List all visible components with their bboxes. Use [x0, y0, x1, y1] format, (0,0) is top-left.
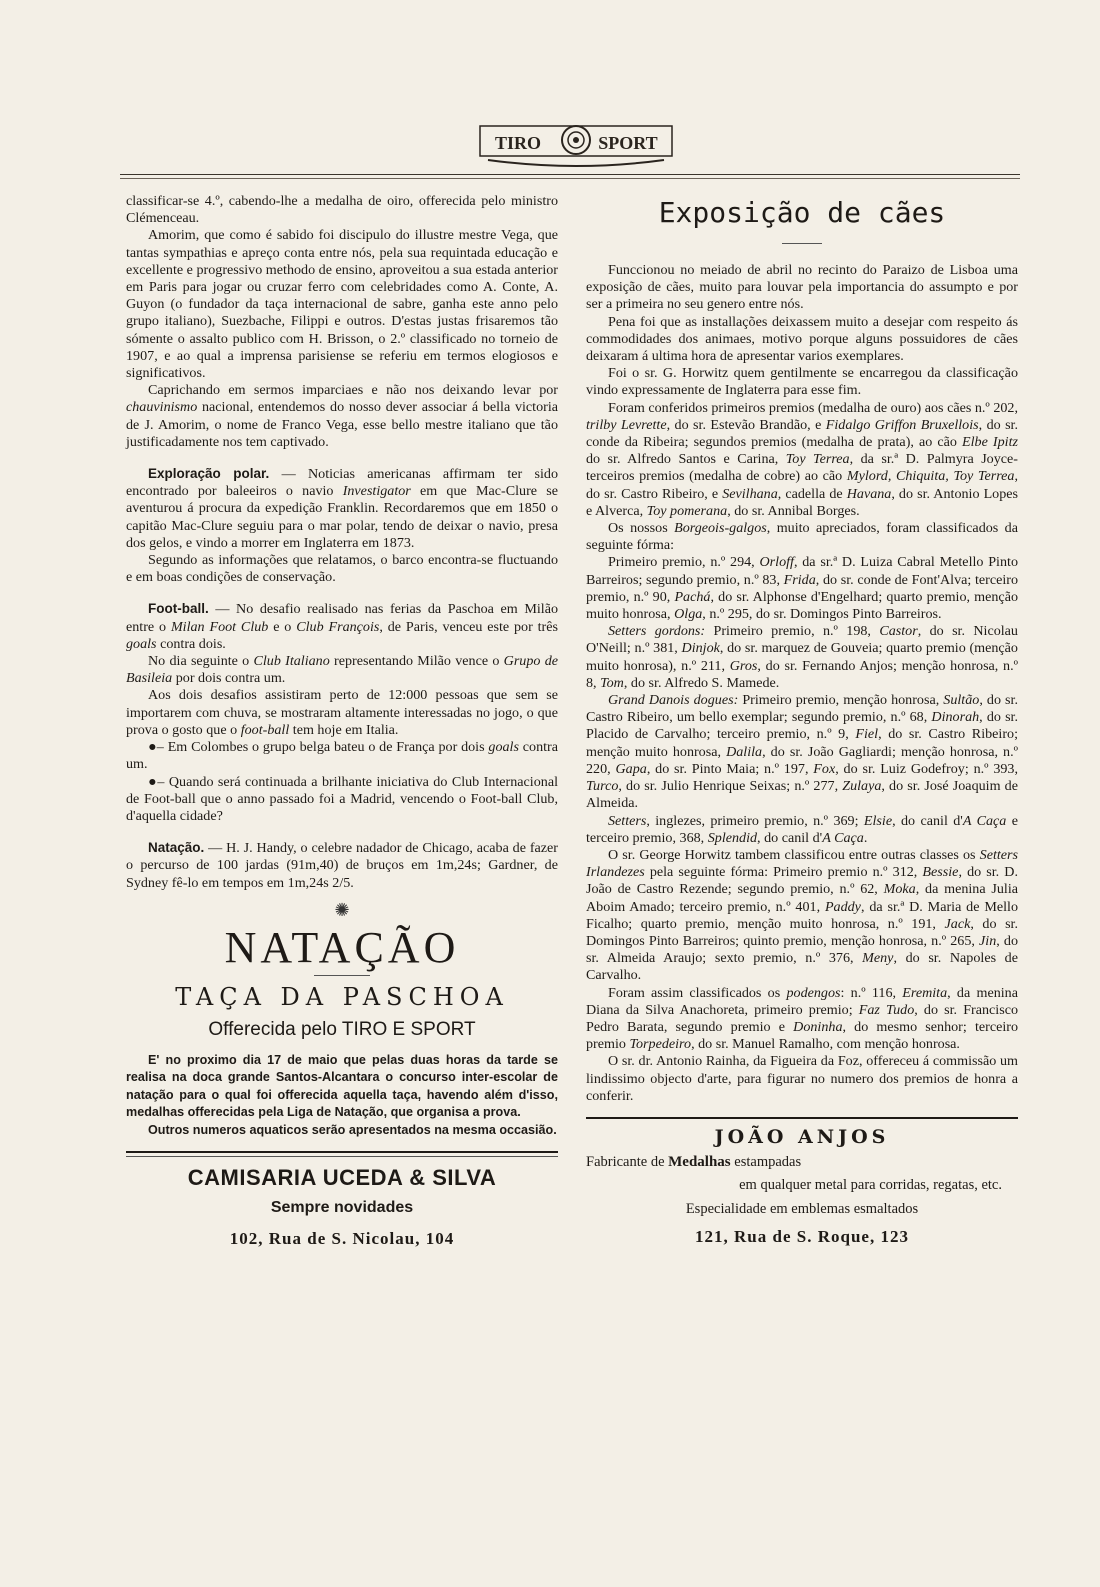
paragraph: Caprichando em sermos imparciaes e não nos deixando levar por chauvinismo nacional, entendemos do nosso dever associar á bella victoria de J. Amorim, o nome de Franco Vega, esse bello mestre italiano que tão justificadamente nos tem captivado.: [126, 382, 558, 450]
ad-rule: [126, 1151, 558, 1153]
left-column: [126, 193, 558, 1247]
ad-rule: [586, 1117, 1018, 1119]
paragraph: Os nossos Borgeois-galgos, muito apreciados, foram classificados da seguinte fórma:: [586, 520, 1018, 554]
paragraph: Setters, inglezes, primeiro premio, n.º 369; Elsie, do canil d'A Caça e terceiro premio, 368, Splendid, do canil d'A Caça.: [586, 812, 1018, 846]
section-heading: Foot-ball.: [148, 601, 209, 617]
paragraph: Grand Danois dogues: Primeiro premio, menção honrosa, Sultão, do sr. Castro Ribeiro, um bello exemplar; segundo premio, n.º 68, Dinorah, do sr. Placido de Carvalho; terceiro premio, n.º 9, Fiel, do sr. Castro Ribeiro; menção muito honrosa, Dalila, do sr. João Gagliardi; menção honrosa, n.º 220, Gapa, do sr. Pinto Maia; n.º 197, Fox, do sr. Luiz Godefroy; n.º 393, Turco, do sr. Julio Henrique Seixas; n.º 277, Zulaya, do sr. José Joaquim de Almeida.: [586, 692, 1018, 812]
paragraph: No dia seguinte o Club Italiano representando Milão vence o Grupo de Basileia por dois contra um.: [126, 653, 558, 687]
paragraph: Aos dois desafios assistiram perto de 12:000 pessoas que sem se importarem com chuva, se mostraram altamente interessadas no jogo, o que prova o gosto que o foot-ball tem hoje em Italia.: [126, 687, 558, 738]
exposicao-title: Exposição de cães: [658, 196, 946, 229]
asterisk-ornament-icon: ✺: [334, 899, 350, 920]
ad-joao-anjos-address: 121, Rua de S. Roque, 123: [695, 1226, 909, 1246]
section-heading: Natação.: [148, 840, 205, 856]
paragraph: Foi o sr. G. Horwitz quem gentilmente se encarregou da classificação vindo expressamente de Inglaterra para esse fim.: [586, 365, 1018, 399]
ad-joao-anjos-name: JOÃO ANJOS: [714, 1125, 890, 1148]
bullet-icon: ●–: [148, 739, 168, 756]
offer-line: Offerecida pelo TIRO E SPORT: [208, 1018, 476, 1040]
announcement-paragraph: Outros numeros aquaticos serão apresentados na mesma occasião.: [148, 1122, 557, 1137]
ad-joao-anjos-line3: Especialidade em emblemas esmaltados: [685, 1200, 919, 1217]
paragraph: ●– Em Colombes o grupo belga bateu o de França por dois goals contra um.: [126, 739, 558, 773]
svg-text:SPORT: SPORT: [598, 133, 658, 153]
section-heading: Exploração polar.: [148, 466, 270, 482]
paragraph: Primeiro premio, n.º 294, Orloff, da sr.ª D. Luiza Cabral Metello Pinto Barreiros; segundo premio, n.º 83, Frida, do sr. conde de Font'Alva; terceiro premio, n.º 90, Pachá, do sr. Alphonse d'Engelhard; quarto premio, menção muito honrosa, Olga, n.º 295, do sr. Domingos Pinto Barreiros.: [586, 554, 1018, 623]
paragraph: Setters gordons: Primeiro premio, n.º 198, Castor, do sr. Nicolau O'Neill; n.º 381, Dinjok, do sr. marquez de Gouveia; quarto premio (menção muito honrosa), n.º 211, Gros, do sr. Fernando Anjos; menção honrosa, n.º 8, Tom, do sr. Alfredo S. Mamede.: [586, 623, 1019, 691]
section-natacao: Natação. — H. J. Handy, o celebre nadador de Chicago, acaba de fazer o percurso de 100 jardas (91m,40) de bruços em 1m,24s; Gardner, de Sydney fê-lo em tempos em 1m,24s 2/5.: [126, 840, 558, 891]
svg-text:TIRO: TIRO: [494, 133, 542, 153]
short-divider: [314, 975, 370, 976]
paragraph: Foram conferidos primeiros premios (medalha de ouro) aos cães n.º 202, trilby Levrette, do sr. Estevão Brandão, e Fidalgo Griffon Bruxellois, do sr. conde da Ribeira; segundos premios (medalha de prata), ao cão Elbe Ipitz do sr. Alfredo Santos e Carina, Toy Terrea, da sr.ª D. Palmyra Joyce-terceiros premios (medalha de cobre) ao cão Mylord, Chiquita, Toy Terrea, do sr. Castro Ribeiro, e Sevilhana, cadella de Havana, do sr. Antonio Lopes e Alverca, Toy pomerana, do sr. Annibal Borges.: [586, 399, 1019, 519]
paragraph: Foram assim classificados os podengos: n.º 116, Eremita, da menina Diana da Silva Anachoreta, primeiro premio; Faz Tudo, do sr. Francisco Pedro Barata, segundo premio e Doninha, do mesmo senhor; terceiro premio Torpedeiro, do sr. Manuel Ramalho, com menção honrosa.: [586, 984, 1018, 1053]
paragraph: Pena foi que as installações deixassem muito a desejar com respeito ás commodidades dos animaes, motivo porque alguns possuidores de cães deixaram á ultima hora de apresentar varios exemplares.: [586, 313, 1018, 365]
paragraph: ●– Quando será continuada a brilhante iniciativa do Club Internacional de Foot-ball que o anno passado foi a Madrid, vencendo o Foot-ball Club, d'aquella cidade?: [126, 773, 558, 824]
ad-camisaria-slogan: Sempre novidades: [270, 1198, 414, 1216]
natacao-title: NATAÇÃO: [224, 922, 460, 972]
ad-camisaria-address: 102, Rua de S. Nicolau, 104: [229, 1228, 455, 1248]
header-rule: [120, 174, 1020, 175]
ad-rule-thin: [126, 1156, 558, 1157]
bullet-icon: ●–: [148, 773, 169, 790]
ad-camisaria-name: CAMISARIA UCEDA & SILVA: [187, 1165, 497, 1191]
masthead-logo: [478, 116, 674, 168]
paragraph: Amorim, que como é sabido foi discipulo do illustre mestre Vega, que tantas sympathias e apreço conta entre nós, pela sua requintada educação e excellente e progressivo methodo de ensino, aproveitou a sua estada anterior em Paris para jogar ou cruzar ferro com celebridades como A. Conte, A. Guyon (o fundador da taça internacional de sabre, ganha este anno pelo grupo italiano), Suezbache, Filippi e outros. D'estas justas frisaremos tão sómente o assalto publico com H. Brisson, o 2.º classificado no torneio de 1907, e ao qual a imprensa parisiense se referiu em termos elogiosos e significativos.: [126, 227, 558, 382]
right-column: [586, 193, 1018, 1245]
paragraph: O sr. George Horwitz tambem classificou entre outras classes os Setters Irlandezes pela seguinte fórma: Primeiro premio n.º 312, Bessie, do sr. D. João de Castro Rezende; segundo premio, n.º 62, Moka, da menina Julia Aboim Amado; terceiro premio, n.º 401, Paddy, da sr.ª D. Maria de Mello Ficalho; quarto premio, menção muito honrosa, n.º 191, Jack, do sr. Domingos Pinto Barreiros; quinto premio, menção honrosa, n.º 265, Jin, do sr. Almeida Araujo; sexto premio, n.º 376, Meny, do sr. Napoles de Carvalho.: [586, 846, 1019, 984]
section-foot-ball: Foot-ball. — No desafio realisado nas ferias da Paschoa em Milão entre o Milan Foot Club e o Club François, de Paris, venceu este por três goals contra dois.: [126, 601, 558, 652]
paragraph: Funccionou no meiado de abril no recinto do Paraizo de Lisboa uma exposição de cães, muito para louvar pela importancia do assumpto e por ser a primeira no seu genero entre nós.: [586, 262, 1018, 313]
paragraph: Segundo as informações que relatamos, o barco encontra-se fluctuando e em boas condições de conservação.: [126, 552, 558, 586]
section-exploracao-polar: Exploração polar. — Noticias americanas affirmam ter sido encontrado por baleeiros o navio Investigator em que Mac-Clure se aventurou á procura da expedição Franklin. Recordaremos que em 1850 o capitão Mac-Clure seguiu para o mar polar, tendo de deixar o navio, presa dos gelos, e vindo a morrer em Inglaterra em 1873.: [126, 466, 558, 551]
taca-subtitle: TAÇA DA PASCHOA: [175, 982, 509, 1011]
paragraph: O sr. dr. Antonio Rainha, da Figueira da Foz, offereceu á commissão um lindissimo objecto d'arte, para figurar no numero dos premios de honra a conferir.: [586, 1053, 1018, 1104]
paragraph: classificar-se 4.º, cabendo-lhe a medalha de oiro, offerecida pelo ministro Clémenceau.: [126, 193, 558, 227]
ad-joao-anjos-line2: em qualquer metal para corridas, regatas, etc.: [739, 1177, 1002, 1194]
header-rule-thin: [120, 178, 1020, 179]
ad-joao-anjos-line1: Fabricante de Medalhas estampadas: [586, 1154, 802, 1171]
announcement-paragraph: E' no proximo dia 17 de maio que pelas duas horas da tarde se realisa na doca grande Santos-Alcantara o concurso inter-escolar de natação para o qual foi offerecida aquella taça, havendo além d'isso, medalhas offerecidas pela Liga de Natação, que organisa a prova.: [126, 1052, 558, 1120]
short-divider: [782, 243, 822, 244]
